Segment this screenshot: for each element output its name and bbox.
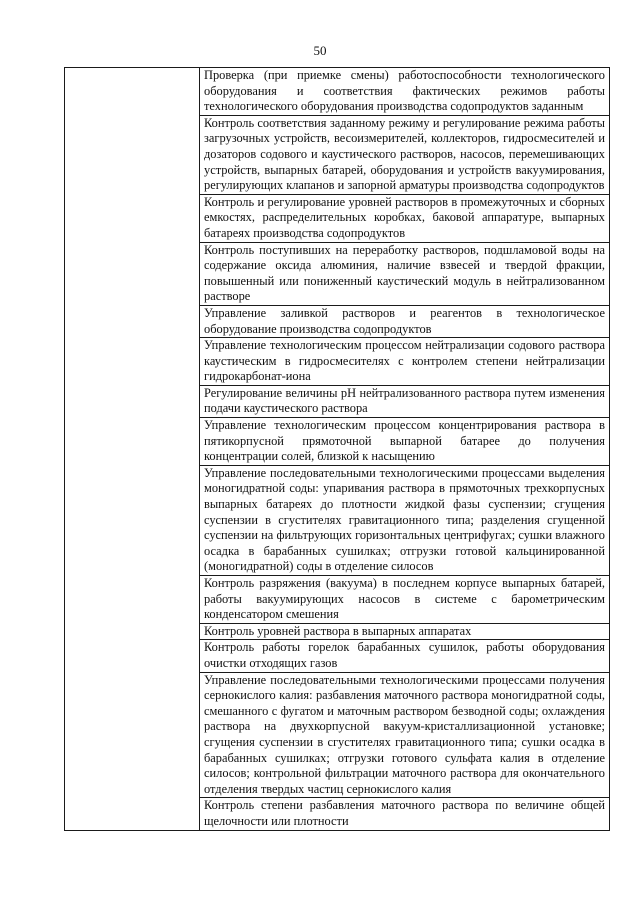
table-row-text: Контроль разряжения (вакуума) в последнем корпусе выпарных батарей, работы вакуумирующих насосов в системе с барометрическим конденсатором смешения: [200, 576, 609, 624]
table-row-text: Контроль работы горелок барабанных сушилок, работы оборудования очистки отходящих газов: [200, 640, 609, 672]
table-row-text: Контроль степени разбавления маточного раствора по величине общей щелочности или плотности: [204, 798, 605, 828]
page-number: 50: [313, 43, 327, 58]
table-row-text: Управление технологическим процессом нейтрализации содового раствора каустическим в гидросмесителях с контролем степени нейтрализации гидрокарбонат-иона: [200, 338, 609, 386]
right-column-cell: [200, 68, 610, 831]
table-row-text: Контроль уровней раствора в выпарных аппаратах: [200, 624, 609, 641]
left-column-cell: [65, 68, 200, 831]
table-row-text: Управление заливкой растворов и реагентов в технологическое оборудование производства содопродуктов: [200, 306, 609, 338]
table-row-text: Управление последовательными технологическими процессами получения сернокислого калия: разбавления маточного раствора моногидратной соды, смешанного с фугатом и маточным раствором безводной соды; охлаждения раствора на двухкорпусной вакуум-кристаллизационной установке; сгущения суспензии в сгустителях гравитационного типа; сушки осадка в барабанных сушилках; отгрузки готового сульфата калия в отделение силосов; контрольной фильтрации маточного раствора для окончательного отделения твердых частиц сернокислого калия: [200, 673, 609, 799]
table-row-text: Управление последовательными технологическими процессами выделения моногидратной соды: упаривания раствора в прямоточных трехкорпусных выпарных батареях до плотности жидкой фазы суспензии; сгущения суспензии в сгустителях гравитационного типа; разделения сгущенной суспензии на фильтрующих горизонтальных центрифугах; сушки влажного осадка в барабанных сушилках; отгрузки готовой кальцинированной (моногидратной) соды в отделение силосов: [200, 466, 609, 576]
table-row-text: Регулирование величины pH нейтрализованного раствора путем изменения подачи каустического раствора: [200, 386, 609, 418]
table-row-text: Контроль и регулирование уровней растворов в промежуточных и сборных емкостях, распределительных коробках, баковой аппаратуре, выпарных батареях производства содопродуктов: [200, 195, 609, 243]
table-row-text: Проверка (при приемке смены) работоспособности технологического оборудования и соответствия фактических режимов работы технологического оборудования производства содопродуктов заданным: [200, 68, 609, 116]
table-row-text: Контроль соответствия заданному режиму и регулирование режима работы загрузочных устройств, весоизмерителей, коллекторов, гидросмесителей и дозаторов содового и каустического растворов, насосов, перемешивающих устройств, выпарных батарей, оборудования и устройств вакуумирования, регулирующих клапанов и запорной арматуры производства содопродуктов: [200, 116, 609, 195]
labor-functions-table: [64, 67, 610, 831]
table-row-text: Контроль поступивших на переработку растворов, подшламовой воды на содержание оксида алюминия, наличие взвесей и твердой фракции, повышенный или пониженный каустический модуль в нейтрализованном растворе: [200, 243, 609, 306]
table-row: [65, 68, 610, 831]
table-row-text: Управление технологическим процессом концентрирования раствора в пятикорпусной прямоточной выпарной батарее до получения концентрации солей, близкой к насыщению: [200, 418, 609, 466]
